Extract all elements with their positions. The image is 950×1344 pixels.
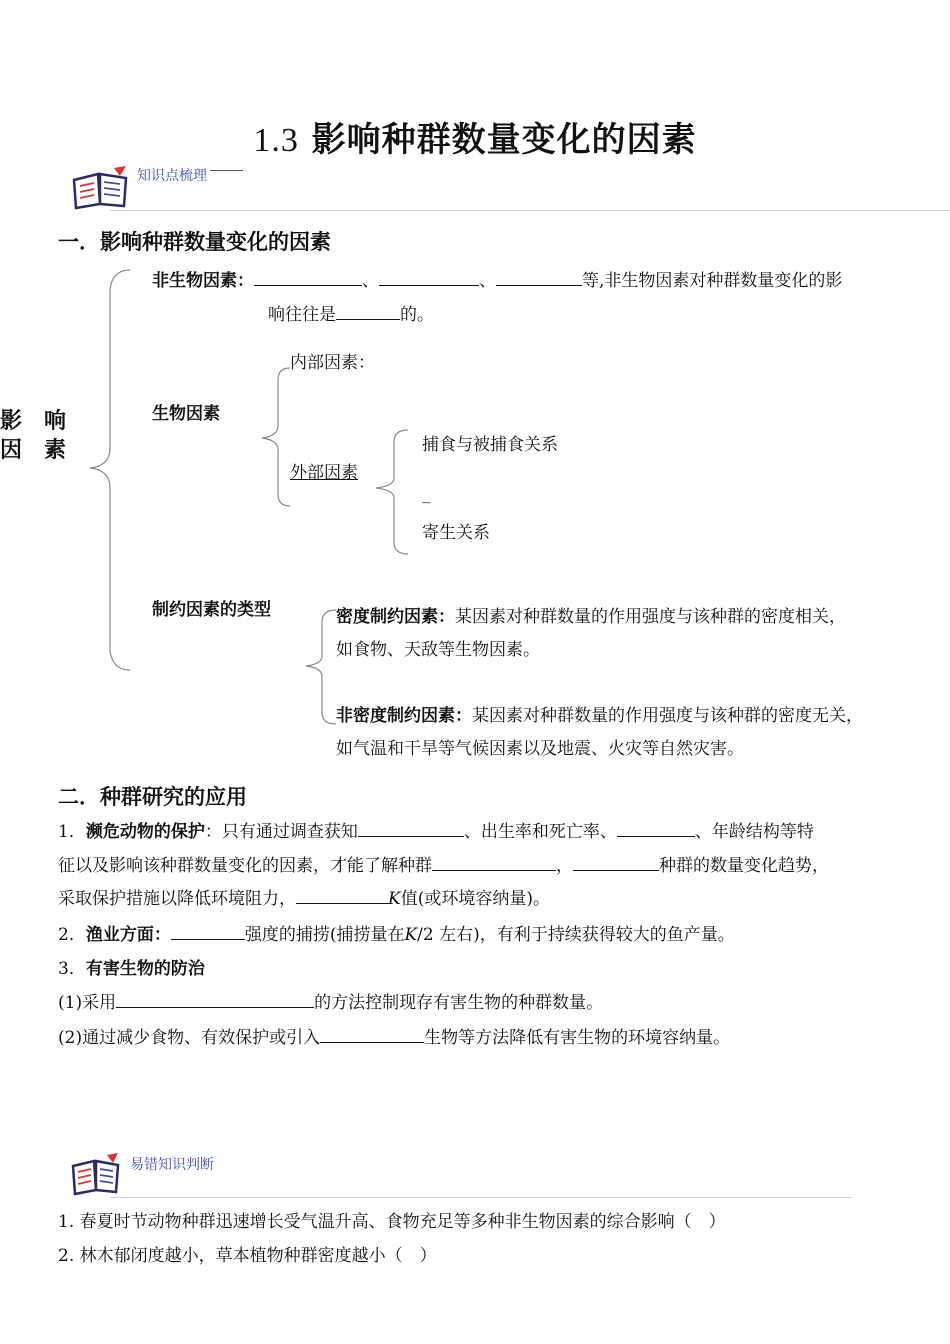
nondensity-label: 非密度制约因素： [336,706,472,726]
density-label: 密度制约因素： [336,607,455,627]
side-label-line2: 因 素 [0,438,67,463]
internal-factor: 内部因素： [290,353,375,373]
page-title [0,112,950,161]
blank-abiotic-3[interactable] [496,267,582,286]
section-label-knowledge: 知识点梳理 [137,168,207,184]
blank-item1-3[interactable] [432,852,556,871]
k-symbol: K [388,889,401,909]
sep: 、 [362,271,379,291]
density-text: 某因素对种群数量的作用强度与该种群的密度相关， [455,607,846,627]
item1-b: 、出生率和死亡率、 [463,822,617,842]
abiotic-tail: 等,非生物因素对种群数量变化的影 [582,271,843,291]
density-line2: 如食物、天敌等生物因素。 [336,640,540,660]
item3-heading [58,953,205,986]
blank-item3-2[interactable] [320,1024,424,1043]
item1-line2-b: ， [556,856,573,876]
abiotic-line2 [268,299,434,332]
nondensity-line1 [336,700,863,733]
item3-1 [58,987,603,1020]
item3-2a: (2)通过减少食物、有效保护或引入 [58,1028,321,1048]
item1-line2-c: 种群的数量变化趋势， [659,856,829,876]
item1-num: 1． [58,822,86,842]
biotic-label: 生物因素 [152,404,220,424]
item1-line3-a: 采取保护措施以降低环境阻力， [58,889,296,909]
item1-label: 濒危动物的保护 [85,822,205,842]
book-icon [70,164,132,210]
constraint-label: 制约因素的类型 [152,600,271,620]
external-item-blank: _ [422,484,431,504]
nondensity-line2: 如气温和干旱等气候因素以及地震、火灾等自然灾害。 [336,739,744,759]
item1-line2 [58,850,829,883]
item3-2 [58,1022,730,1055]
item3-2b: 生物等方法降低有害生物的环境容纳量。 [424,1028,731,1048]
blank-item2[interactable] [171,921,245,940]
blank-item1-5[interactable] [296,885,388,904]
abiotic-line2-post: 的。 [400,305,434,325]
item3-num: 3． [58,959,86,979]
item2-a: 强度的捕捞(捕捞量在 [244,925,405,945]
blank-item1-2[interactable] [617,818,695,837]
abiotic-line2-pre: 响往往是 [268,305,336,325]
blank-abiotic-2[interactable] [379,267,479,286]
item2-b: /2 左右)，有利于持续获得较大的鱼产量。 [417,925,735,945]
nondensity-text: 某因素对种群数量的作用强度与该种群的密度无关， [472,706,863,726]
sep: 、 [479,271,496,291]
side-label-line1: 影 响 [0,409,67,434]
blank-item1-4[interactable] [573,852,659,871]
section-label-errors: 易错知识判断 [130,1157,214,1173]
item2-line [58,919,735,952]
blank-abiotic-1[interactable] [254,267,362,286]
title-text: 影响种群数量变化的因素 [311,120,697,160]
item3-1b: 的方法控制现存有害生物的种群数量。 [314,993,604,1013]
book-icon [70,1152,122,1196]
blank-item1-1[interactable] [358,818,464,837]
item1-line1 [58,816,814,849]
abiotic-label: 非生物因素： [152,271,254,291]
title-number: 1.3 [253,122,299,159]
item1-line3-b: 值(或环境容纳量)。 [400,889,550,909]
judge-question-1: 1. 春夏时节动物种群迅速增长受气温升高、食物充足等多种非生物因素的综合影响（ ） [58,1212,726,1232]
external-factor: 外部因素 [290,463,358,483]
abiotic-line1 [152,265,842,298]
blank-item3-1[interactable] [116,989,314,1008]
item2-num: 2． [58,925,86,945]
item1-line3 [58,883,550,916]
item1-a: ：只有通过调查获知 [204,822,358,842]
external-item-predation: 捕食与被捕食关系 [422,435,558,455]
external-item-parasitism: 寄生关系 [422,523,490,543]
item2-label: 渔业方面： [85,925,171,945]
judge-question-2: 2. 林木郁闭度越小，草本植物种群密度越小（ ） [58,1246,437,1266]
item1-line2-a: 征以及影响该种群数量变化的因素，才能了解种群 [58,856,432,876]
item3-1a: (1)采用 [58,993,117,1013]
item3-label: 有害生物的防治 [85,959,205,979]
part2-heading: 二．种群研究的应用 [58,785,247,809]
k-symbol: K [404,925,418,945]
density-line1 [336,601,846,634]
part1-heading: 一．影响种群数量变化的因素 [58,230,331,254]
item1-c: 、年龄结构等特 [694,822,814,842]
blank-abiotic-4[interactable] [336,301,400,320]
